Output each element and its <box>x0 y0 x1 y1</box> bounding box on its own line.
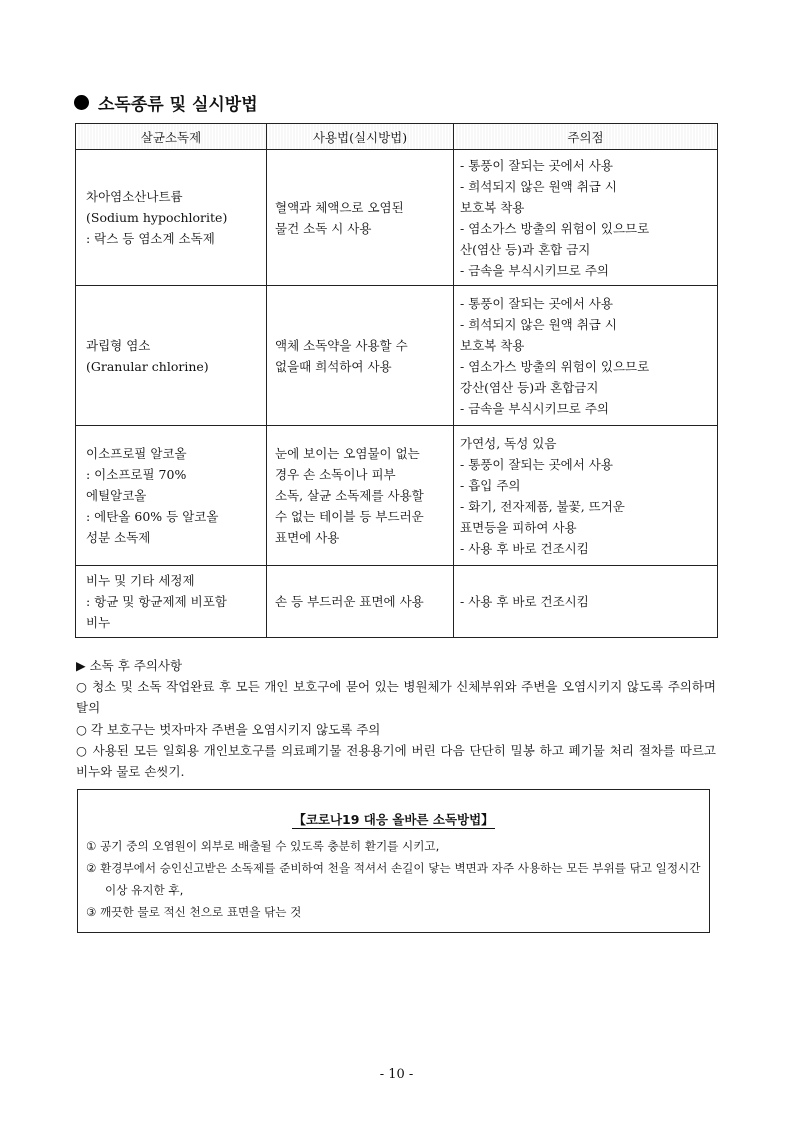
header-agent: 살균소독제 <box>76 124 267 150</box>
notes-item: ○ 사용된 모든 일회용 개인보호구를 의료폐기물 전용용기에 버린 다음 단단히 밀봉 하고 폐기물 처리 절차를 따르고 비누와 물로 손씻기. <box>76 742 716 780</box>
cell-line: 소독, 살균 소독제를 사용할 <box>275 488 424 503</box>
cell-line: (Sodium hypochlorite) <box>86 210 228 225</box>
agent-cell <box>76 566 267 638</box>
cell-line: 차아염소산나트륨 <box>86 189 183 204</box>
cell-line: 강산(염산 등)과 혼합금지 <box>460 379 599 395</box>
caution-cell <box>454 150 718 286</box>
cell-line: 보호복 착용 <box>460 337 525 353</box>
cell-line: 보호복 착용 <box>460 199 525 215</box>
cell-line: 성분 소독제 <box>86 530 151 545</box>
cell-line: 산(염산 등)과 혼합 금지 <box>460 241 591 257</box>
cell-line: 과립형 염소 <box>86 337 151 353</box>
cell-line: 액체 소독약을 사용할 수 <box>275 337 408 353</box>
box-item: ① 공기 중의 오염원이 외부로 배출될 수 있도록 충분히 환기를 시키고, <box>86 839 440 853</box>
cell-line: - 흡입 주의 <box>460 477 521 493</box>
cell-line: - 희석되지 않은 원액 취급 시 <box>460 316 617 332</box>
cell-line: : 항균 및 항균제제 비포함 <box>86 594 227 609</box>
cell-line: 비누 및 기타 세정제 <box>86 573 195 588</box>
notes-item: ○ 청소 및 소독 작업완료 후 모든 개인 보호구에 묻어 있는 병원체가 신체부위와 주변을 오염시키지 않도록 주의하며 탈의 <box>76 679 716 716</box>
cell-line: 가연성, 독성 있음 <box>460 435 557 451</box>
cell-line: 비누 <box>86 615 111 630</box>
cell-line: - 염소가스 방출의 위험이 있으므로 <box>460 358 650 374</box>
cell-line: : 에탄올 60% 등 알코올 <box>86 509 219 524</box>
correct-disinfection-box <box>77 789 710 933</box>
cell-line: - 사용 후 바로 건조시킴 <box>460 540 589 556</box>
box-title <box>78 810 709 828</box>
box-title-text: 【코로나19 대응 올바른 소독방법】 <box>293 812 494 827</box>
caution-cell <box>454 426 718 566</box>
cell-line: : 이소프로필 70% <box>86 467 187 482</box>
agent-cell <box>76 426 267 566</box>
cell-line: - 금속을 부식시키므로 주의 <box>460 400 609 416</box>
section-heading <box>74 90 258 115</box>
method-cell <box>267 426 454 566</box>
cell-line: - 사용 후 바로 건조시킴 <box>460 594 589 609</box>
box-item-continuation: 이상 유지한 후, <box>105 883 184 897</box>
cell-line: - 통풍이 잘되는 곳에서 사용 <box>460 456 613 472</box>
box-list <box>86 835 703 923</box>
cell-line: 혈액과 체액으로 오염된 <box>275 199 404 215</box>
caution-cell <box>454 566 718 638</box>
table-row <box>76 566 718 638</box>
cell-line: - 희석되지 않은 원액 취급 시 <box>460 178 617 194</box>
cell-line: - 화기, 전자제품, 불꽃, 뜨거운 <box>460 498 625 514</box>
post-disinfection-notes <box>76 655 716 782</box>
table-row <box>76 426 718 566</box>
section-heading-text: 소독종류 및 실시방법 <box>98 95 258 115</box>
method-cell <box>267 286 454 426</box>
cell-line: 표면에 사용 <box>275 530 340 545</box>
cell-line: 눈에 보이는 오염물이 없는 <box>275 446 420 461</box>
table-row <box>76 150 718 286</box>
cell-line: : 락스 등 염소계 소독제 <box>86 231 215 246</box>
disinfectant-table <box>75 123 718 638</box>
cell-line: 수 없는 테이블 등 부드러운 <box>275 509 424 524</box>
cell-line: 손 등 부드러운 표면에 사용 <box>275 594 424 609</box>
caution-cell <box>454 286 718 426</box>
notes-title: ▶ 소독 후 주의사항 <box>76 658 183 673</box>
cell-line: 없을때 희석하여 사용 <box>275 358 392 374</box>
method-cell <box>267 566 454 638</box>
cell-line: - 통풍이 잘되는 곳에서 사용 <box>460 157 613 173</box>
table-header-row <box>76 124 718 150</box>
method-cell <box>267 150 454 286</box>
notes-item: ○ 각 보호구는 벗자마자 주변을 오염시키지 않도록 주의 <box>76 721 381 737</box>
cell-line: - 염소가스 방출의 위험이 있으므로 <box>460 220 650 236</box>
agent-cell <box>76 150 267 286</box>
cell-line: (Granular chlorine) <box>86 358 209 374</box>
cell-line: 에틸알코올 <box>86 488 147 503</box>
agent-cell <box>76 286 267 426</box>
cell-line: - 금속을 부식시키므로 주의 <box>460 262 609 278</box>
cell-line: 경우 손 소독이나 피부 <box>275 467 396 482</box>
cell-line: - 통풍이 잘되는 곳에서 사용 <box>460 295 613 311</box>
cell-line: 이소프로필 알코올 <box>86 446 187 461</box>
header-caution: 주의점 <box>454 124 718 150</box>
page-number: - 10 - <box>379 1067 414 1082</box>
header-method: 사용법(실시방법) <box>267 124 454 150</box>
cell-line: 물건 소독 시 사용 <box>275 220 372 236</box>
cell-line: 표면등을 피하여 사용 <box>460 519 577 535</box>
box-item: ② 환경부에서 승인신고받은 소독제를 준비하여 천을 적셔서 손길이 닿는 벽면과 자주 사용하는 모든 부위를 닦고 일정시간 <box>86 861 701 875</box>
box-item: ③ 깨끗한 물로 적신 천으로 표면을 닦는 것 <box>86 905 302 919</box>
table-row <box>76 286 718 426</box>
filled-circle-bullet-icon <box>74 95 89 110</box>
